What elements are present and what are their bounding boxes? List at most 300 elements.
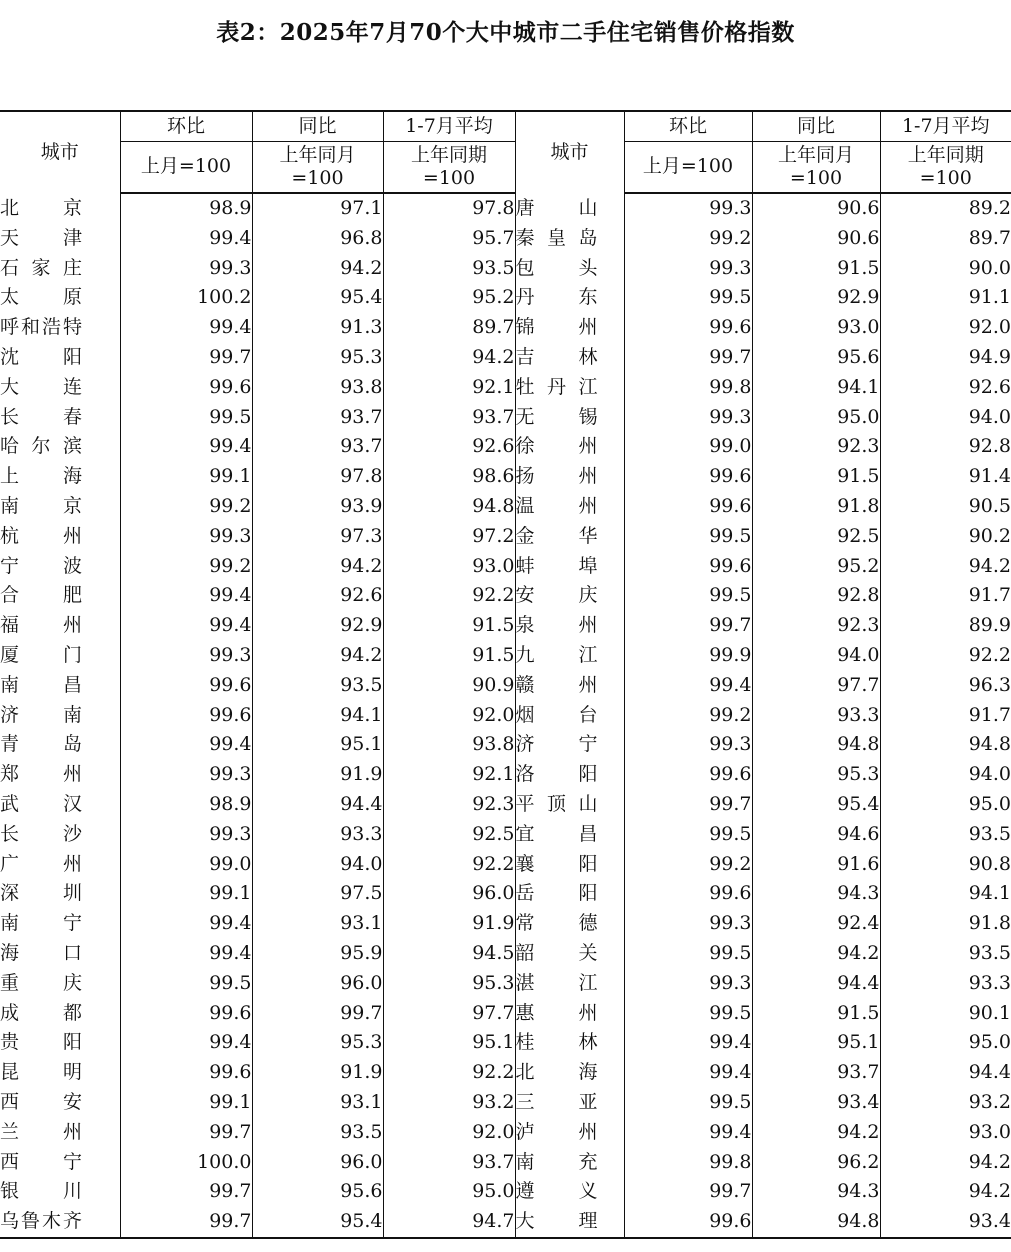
yoy-value-left: 93.7: [252, 432, 383, 462]
city-name-left: [0, 820, 120, 850]
mom-value-right: 99.6: [624, 879, 752, 909]
yoy-value-left: 93.3: [252, 820, 383, 850]
subheader-mom-right: 上月=100: [624, 141, 752, 193]
mom-value-right: 99.6: [624, 552, 752, 582]
yoy-value-left: 93.5: [252, 1118, 383, 1148]
city-name-left: [0, 671, 120, 701]
avg-value-right: 93.5: [880, 820, 1011, 850]
mom-value-right: 99.2: [624, 850, 752, 880]
mom-value-left: 99.3: [120, 760, 252, 790]
mom-value-left: 100.0: [120, 1148, 252, 1178]
city-name-text: 扬 州: [515, 465, 598, 488]
avg-value-right: 95.0: [880, 790, 1011, 820]
mom-value-right: 99.7: [624, 343, 752, 373]
yoy-value-right: 97.7: [752, 671, 880, 701]
yoy-value-left: 96.0: [252, 969, 383, 999]
city-name-right: [515, 850, 624, 880]
header-mom-left: 环比: [120, 111, 252, 141]
city-name-text: 济 宁: [515, 733, 598, 756]
yoy-value-right: 90.6: [752, 224, 880, 254]
city-name-text: 韶 关: [515, 941, 598, 964]
city-name-left: [0, 730, 120, 760]
table-row: [0, 254, 1011, 284]
city-name-right: [515, 1088, 624, 1118]
city-name-text: 南 宁: [0, 912, 82, 935]
city-name-text: 徐 州: [515, 435, 598, 458]
price-index-table: [0, 110, 1011, 1239]
yoy-value-left: 91.9: [252, 760, 383, 790]
city-name-right: [515, 671, 624, 701]
yoy-value-left: 95.6: [252, 1177, 383, 1207]
city-name-left: [0, 432, 120, 462]
avg-value-right: 94.0: [880, 760, 1011, 790]
city-name-right: [515, 492, 624, 522]
city-name-text: 锦 州: [515, 316, 598, 339]
city-name-right: [515, 879, 624, 909]
mom-value-left: 99.4: [120, 730, 252, 760]
city-name-text: 上 海: [0, 465, 82, 488]
avg-value-right: 93.2: [880, 1088, 1011, 1118]
yoy-value-right: 94.1: [752, 373, 880, 403]
yoy-value-left: 95.3: [252, 1028, 383, 1058]
avg-value-left: 95.3: [383, 969, 515, 999]
city-name-text: 长 春: [0, 405, 82, 428]
yoy-value-left: 95.1: [252, 730, 383, 760]
mom-value-right: 99.9: [624, 641, 752, 671]
avg-value-left: 93.7: [383, 1148, 515, 1178]
avg-value-left: 96.0: [383, 879, 515, 909]
yoy-value-left: 97.5: [252, 879, 383, 909]
mom-value-right: 99.3: [624, 969, 752, 999]
mom-value-left: 99.4: [120, 909, 252, 939]
avg-value-right: 94.0: [880, 403, 1011, 433]
avg-value-right: 92.2: [880, 641, 1011, 671]
table-row: [0, 283, 1011, 313]
city-name-left: [0, 462, 120, 492]
city-name-left: [0, 879, 120, 909]
mom-value-right: 99.7: [624, 611, 752, 641]
avg-value-right: 94.1: [880, 879, 1011, 909]
city-name-right: [515, 1118, 624, 1148]
table-row: [0, 1028, 1011, 1058]
city-name-text: 桂 林: [515, 1031, 598, 1054]
avg-value-left: 95.2: [383, 283, 515, 313]
city-name-left: [0, 283, 120, 313]
city-name-right: [515, 1028, 624, 1058]
mom-value-left: 99.7: [120, 343, 252, 373]
city-name-text: 济 南: [0, 703, 82, 726]
city-name-text: 北 海: [515, 1061, 598, 1084]
yoy-value-right: 96.2: [752, 1148, 880, 1178]
city-name-text: 三 亚: [515, 1090, 598, 1113]
city-name-text: 银 川: [0, 1180, 82, 1203]
mom-value-right: 99.0: [624, 432, 752, 462]
table-row: [0, 462, 1011, 492]
yoy-value-right: 94.2: [752, 939, 880, 969]
table-row: [0, 1207, 1011, 1238]
mom-value-left: 99.4: [120, 611, 252, 641]
mom-value-right: 99.5: [624, 1088, 752, 1118]
table-row: [0, 939, 1011, 969]
avg-value-right: 93.4: [880, 1207, 1011, 1238]
avg-value-right: 90.1: [880, 999, 1011, 1029]
city-name-left: [0, 1148, 120, 1178]
yoy-value-left: 92.6: [252, 581, 383, 611]
avg-value-left: 89.7: [383, 313, 515, 343]
yoy-value-left: 93.9: [252, 492, 383, 522]
yoy-value-right: 94.3: [752, 1177, 880, 1207]
yoy-value-left: 96.0: [252, 1148, 383, 1178]
yoy-value-right: 94.8: [752, 730, 880, 760]
yoy-value-right: 95.0: [752, 403, 880, 433]
city-name-right: [515, 283, 624, 313]
avg-value-left: 91.5: [383, 641, 515, 671]
yoy-value-right: 95.1: [752, 1028, 880, 1058]
yoy-value-left: 95.4: [252, 283, 383, 313]
mom-value-left: 99.6: [120, 1058, 252, 1088]
avg-value-left: 97.2: [383, 522, 515, 552]
avg-value-right: 93.0: [880, 1118, 1011, 1148]
city-name-left: [0, 1058, 120, 1088]
city-name-text: 青 岛: [0, 733, 82, 756]
city-name-text: 赣 州: [515, 673, 598, 696]
table-row: [0, 611, 1011, 641]
avg-value-left: 98.6: [383, 462, 515, 492]
mom-value-right: 99.6: [624, 760, 752, 790]
mom-value-right: 99.3: [624, 403, 752, 433]
mom-value-right: 99.4: [624, 671, 752, 701]
yoy-value-right: 94.6: [752, 820, 880, 850]
city-name-right: [515, 224, 624, 254]
yoy-value-right: 92.5: [752, 522, 880, 552]
city-name-text: 牡 丹 江: [515, 375, 598, 398]
yoy-value-right: 92.8: [752, 581, 880, 611]
yoy-value-right: 92.4: [752, 909, 880, 939]
city-name-right: [515, 611, 624, 641]
avg-value-right: 94.2: [880, 1177, 1011, 1207]
table-row: [0, 1058, 1011, 1088]
table-row: [0, 343, 1011, 373]
header-yoy-right: 同比: [752, 111, 880, 141]
city-name-text: 天 津: [0, 226, 82, 249]
mom-value-left: 98.9: [120, 193, 252, 224]
yoy-value-left: 95.4: [252, 1207, 383, 1238]
city-name-text: 南 昌: [0, 673, 82, 696]
avg-value-left: 92.1: [383, 760, 515, 790]
mom-value-left: 99.4: [120, 224, 252, 254]
header-mom-right: 环比: [624, 111, 752, 141]
avg-value-left: 92.1: [383, 373, 515, 403]
table-row: [0, 1088, 1011, 1118]
city-name-left: [0, 790, 120, 820]
city-name-right: [515, 641, 624, 671]
mom-value-left: 99.3: [120, 522, 252, 552]
yoy-value-right: 91.8: [752, 492, 880, 522]
yoy-value-right: 92.3: [752, 432, 880, 462]
mom-value-left: 99.6: [120, 671, 252, 701]
yoy-value-right: 95.2: [752, 552, 880, 582]
avg-value-left: 92.0: [383, 701, 515, 731]
avg-value-left: 94.2: [383, 343, 515, 373]
city-name-left: [0, 343, 120, 373]
table-row: [0, 671, 1011, 701]
avg-value-left: 92.3: [383, 790, 515, 820]
mom-value-right: 99.8: [624, 1148, 752, 1178]
table-row: [0, 1148, 1011, 1178]
table-row: [0, 850, 1011, 880]
table-row: [0, 790, 1011, 820]
subheader-yoy-left: 上年同月 =100: [252, 141, 383, 193]
city-name-right: [515, 522, 624, 552]
mom-value-left: 99.4: [120, 581, 252, 611]
city-name-text: 福 州: [0, 614, 82, 637]
avg-value-left: 93.5: [383, 254, 515, 284]
mom-value-left: 99.4: [120, 313, 252, 343]
yoy-value-right: 93.3: [752, 701, 880, 731]
city-name-text: 北 京: [0, 196, 82, 219]
avg-value-left: 94.8: [383, 492, 515, 522]
table-row: [0, 581, 1011, 611]
mom-value-left: 99.4: [120, 939, 252, 969]
avg-value-left: 92.2: [383, 1058, 515, 1088]
city-name-right: [515, 313, 624, 343]
table-row: [0, 1177, 1011, 1207]
city-name-right: [515, 403, 624, 433]
mom-value-right: 99.5: [624, 999, 752, 1029]
city-name-left: [0, 403, 120, 433]
avg-value-right: 91.7: [880, 701, 1011, 731]
mom-value-right: 99.2: [624, 224, 752, 254]
avg-value-left: 95.1: [383, 1028, 515, 1058]
avg-value-right: 92.0: [880, 313, 1011, 343]
city-name-right: [515, 701, 624, 731]
city-name-text: 唐 山: [515, 196, 598, 219]
city-name-text: 安 庆: [515, 584, 598, 607]
city-name-text: 武 汉: [0, 792, 82, 815]
table-row: [0, 522, 1011, 552]
city-name-text: 兰 州: [0, 1120, 82, 1143]
yoy-value-left: 97.3: [252, 522, 383, 552]
yoy-value-left: 93.1: [252, 1088, 383, 1118]
avg-value-left: 92.6: [383, 432, 515, 462]
avg-value-right: 94.2: [880, 552, 1011, 582]
table-row: [0, 492, 1011, 522]
yoy-value-right: 93.0: [752, 313, 880, 343]
table-row: [0, 760, 1011, 790]
yoy-value-left: 95.3: [252, 343, 383, 373]
city-name-left: [0, 1118, 120, 1148]
city-name-right: [515, 373, 624, 403]
yoy-value-left: 91.9: [252, 1058, 383, 1088]
avg-value-right: 94.8: [880, 730, 1011, 760]
yoy-value-right: 92.3: [752, 611, 880, 641]
table-row: [0, 224, 1011, 254]
mom-value-left: 99.6: [120, 701, 252, 731]
yoy-value-right: 94.2: [752, 1118, 880, 1148]
avg-value-right: 94.9: [880, 343, 1011, 373]
yoy-value-right: 91.6: [752, 850, 880, 880]
city-name-left: [0, 850, 120, 880]
header-avg-right: 1-7月平均: [880, 111, 1011, 141]
avg-value-left: 93.7: [383, 403, 515, 433]
yoy-value-left: 94.0: [252, 850, 383, 880]
city-name-left: [0, 492, 120, 522]
yoy-value-left: 96.8: [252, 224, 383, 254]
city-name-left: [0, 701, 120, 731]
city-name-left: [0, 581, 120, 611]
table-row: [0, 641, 1011, 671]
yoy-value-left: 94.2: [252, 552, 383, 582]
subheader-yoy-right: 上年同月 =100: [752, 141, 880, 193]
avg-value-right: 90.0: [880, 254, 1011, 284]
city-name-left: [0, 1177, 120, 1207]
city-name-text: 襄 阳: [515, 852, 598, 875]
city-name-right: [515, 939, 624, 969]
city-name-text: 常 德: [515, 912, 598, 935]
city-name-text: 惠 州: [515, 1001, 598, 1024]
subheader-mom-left: 上月=100: [120, 141, 252, 193]
city-name-text: 南 充: [515, 1150, 598, 1173]
avg-value-left: 95.7: [383, 224, 515, 254]
table-row: [0, 909, 1011, 939]
city-name-text: 重 庆: [0, 971, 82, 994]
city-name-left: [0, 1207, 120, 1238]
city-name-text: 杭 州: [0, 524, 82, 547]
table-row: [0, 969, 1011, 999]
avg-value-right: 94.2: [880, 1148, 1011, 1178]
avg-value-left: 93.8: [383, 730, 515, 760]
avg-value-right: 90.2: [880, 522, 1011, 552]
yoy-value-right: 93.7: [752, 1058, 880, 1088]
avg-value-left: 94.5: [383, 939, 515, 969]
yoy-value-right: 91.5: [752, 254, 880, 284]
city-name-text: 秦 皇 岛: [515, 226, 598, 249]
city-name-left: [0, 313, 120, 343]
city-name-right: [515, 254, 624, 284]
mom-value-right: 99.3: [624, 193, 752, 224]
table-row: [0, 552, 1011, 582]
yoy-value-left: 93.8: [252, 373, 383, 403]
city-name-right: [515, 1207, 624, 1238]
city-name-left: [0, 193, 120, 224]
mom-value-left: 99.7: [120, 1177, 252, 1207]
mom-value-left: 99.4: [120, 1028, 252, 1058]
mom-value-left: 99.3: [120, 820, 252, 850]
avg-value-right: 96.3: [880, 671, 1011, 701]
avg-value-left: 91.5: [383, 611, 515, 641]
table-row: [0, 193, 1011, 224]
city-name-text: 蚌 埠: [515, 554, 598, 577]
table-row: [0, 1118, 1011, 1148]
avg-value-right: 91.1: [880, 283, 1011, 313]
city-name-text: 西 安: [0, 1090, 82, 1113]
mom-value-left: 99.6: [120, 373, 252, 403]
avg-value-left: 97.7: [383, 999, 515, 1029]
table-row: [0, 701, 1011, 731]
yoy-value-left: 95.9: [252, 939, 383, 969]
city-name-text: 宁 波: [0, 554, 82, 577]
mom-value-right: 99.5: [624, 522, 752, 552]
city-name-text: 九 江: [515, 643, 598, 666]
city-name-right: [515, 432, 624, 462]
mom-value-left: 99.7: [120, 1118, 252, 1148]
city-name-text: 深 圳: [0, 882, 82, 905]
header-city-left: 城市: [0, 111, 120, 193]
avg-value-right: 91.4: [880, 462, 1011, 492]
avg-value-right: 91.7: [880, 581, 1011, 611]
avg-value-right: 93.5: [880, 939, 1011, 969]
city-name-text: 宜 昌: [515, 822, 598, 845]
avg-value-right: 89.2: [880, 193, 1011, 224]
yoy-value-right: 95.4: [752, 790, 880, 820]
mom-value-right: 99.7: [624, 790, 752, 820]
yoy-value-right: 91.5: [752, 999, 880, 1029]
mom-value-left: 99.5: [120, 403, 252, 433]
city-name-text: 厦 门: [0, 643, 82, 666]
mom-value-right: 99.6: [624, 492, 752, 522]
avg-value-left: 97.8: [383, 193, 515, 224]
subheader-avg-right: 上年同期 =100: [880, 141, 1011, 193]
city-name-left: [0, 552, 120, 582]
yoy-value-right: 95.3: [752, 760, 880, 790]
yoy-value-left: 93.7: [252, 403, 383, 433]
city-name-text: 岳 阳: [515, 882, 598, 905]
city-name-left: [0, 999, 120, 1029]
city-name-left: [0, 224, 120, 254]
yoy-value-right: 94.4: [752, 969, 880, 999]
yoy-value-right: 93.4: [752, 1088, 880, 1118]
mom-value-left: 99.1: [120, 1088, 252, 1118]
header-city-right: 城市: [515, 111, 624, 193]
table-row: [0, 730, 1011, 760]
mom-value-left: 99.1: [120, 879, 252, 909]
mom-value-right: 99.5: [624, 939, 752, 969]
avg-value-right: 95.0: [880, 1028, 1011, 1058]
yoy-value-right: 94.0: [752, 641, 880, 671]
yoy-value-left: 94.1: [252, 701, 383, 731]
mom-value-left: 100.2: [120, 283, 252, 313]
mom-value-right: 99.8: [624, 373, 752, 403]
avg-value-right: 90.8: [880, 850, 1011, 880]
city-name-right: [515, 760, 624, 790]
avg-value-right: 90.5: [880, 492, 1011, 522]
header-avg-left: 1-7月平均: [383, 111, 515, 141]
city-name-text: 长 沙: [0, 822, 82, 845]
table-row: [0, 432, 1011, 462]
city-name-text: 郑 州: [0, 763, 82, 786]
city-name-left: [0, 611, 120, 641]
city-name-text: 烟 台: [515, 703, 598, 726]
mom-value-left: 99.1: [120, 462, 252, 492]
mom-value-left: 99.2: [120, 492, 252, 522]
city-name-text: 乌 鲁 木 齐: [0, 1210, 82, 1233]
city-name-text: 海 口: [0, 941, 82, 964]
city-name-right: [515, 343, 624, 373]
yoy-value-left: 94.4: [252, 790, 383, 820]
yoy-value-left: 97.1: [252, 193, 383, 224]
avg-value-right: 91.8: [880, 909, 1011, 939]
avg-value-left: 92.0: [383, 1118, 515, 1148]
mom-value-left: 99.5: [120, 969, 252, 999]
city-name-left: [0, 760, 120, 790]
table-row: [0, 820, 1011, 850]
city-name-left: [0, 909, 120, 939]
mom-value-right: 99.6: [624, 313, 752, 343]
avg-value-left: 92.5: [383, 820, 515, 850]
city-name-text: 平 顶 山: [515, 792, 598, 815]
mom-value-left: 99.3: [120, 641, 252, 671]
mom-value-right: 99.3: [624, 730, 752, 760]
